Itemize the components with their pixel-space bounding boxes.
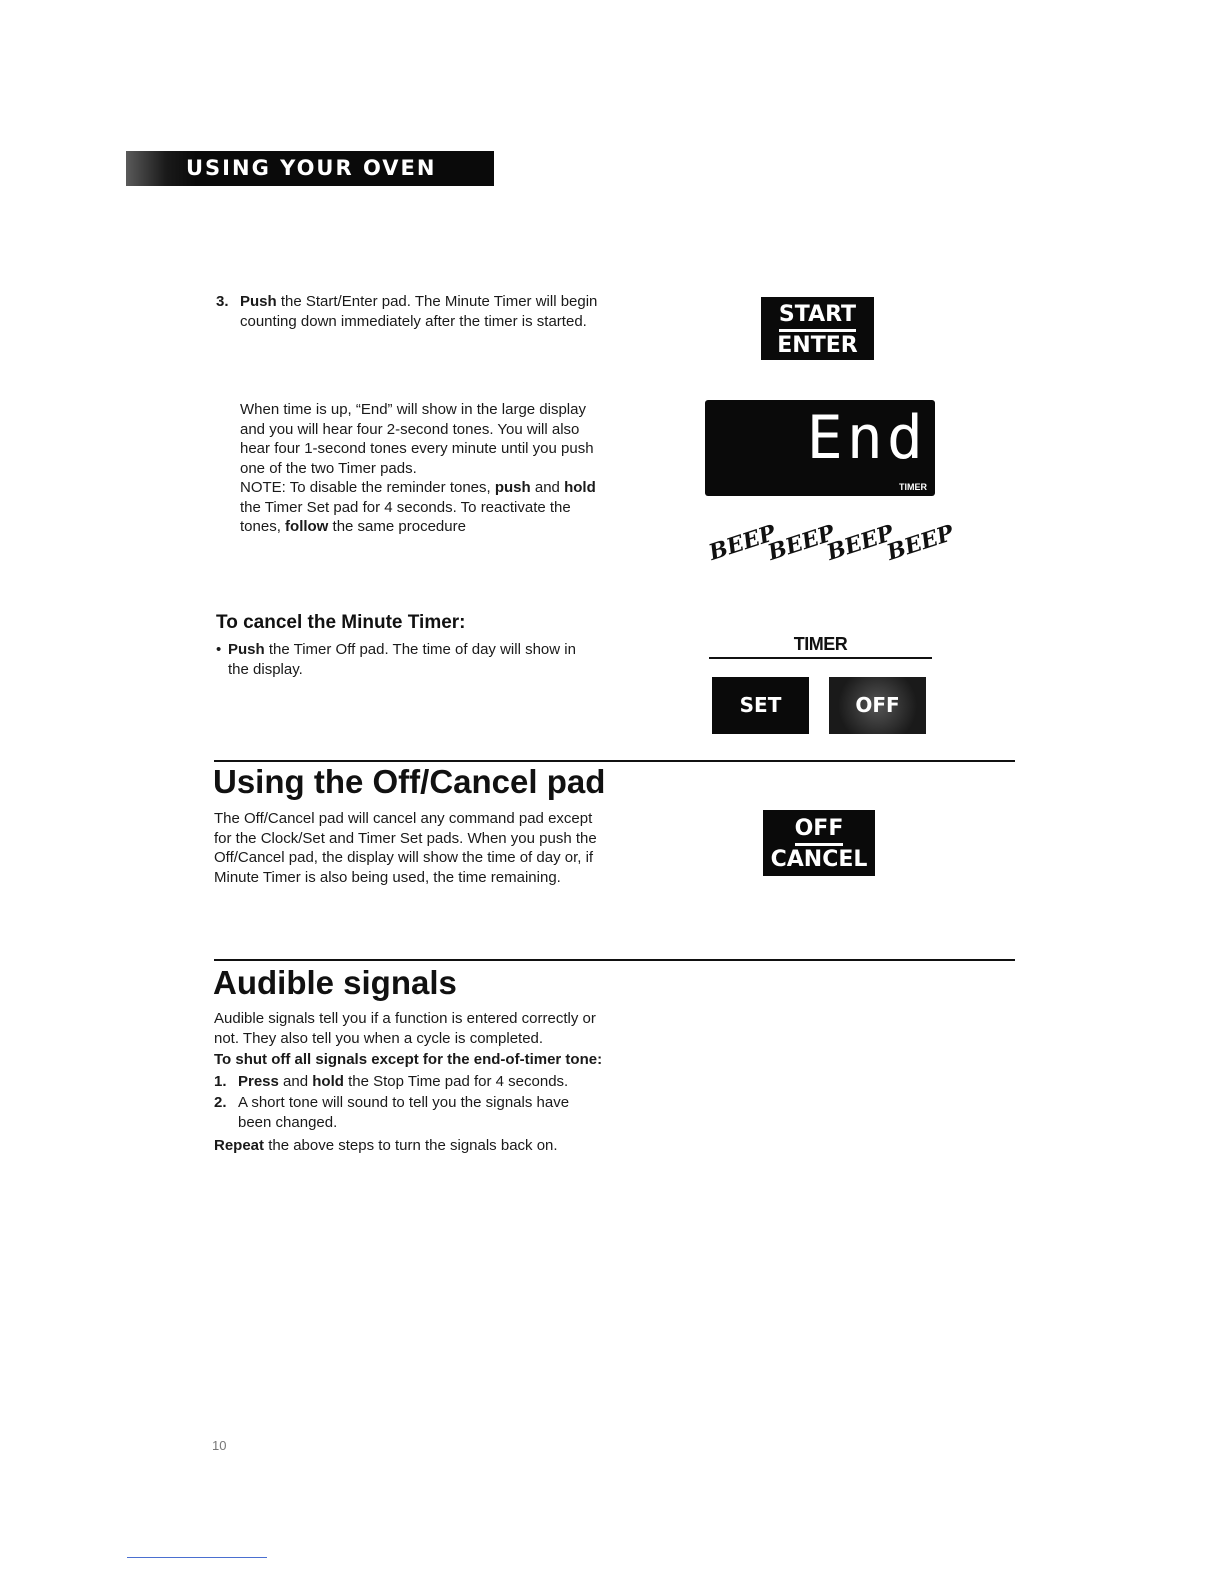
section-banner bbox=[126, 151, 494, 186]
end-description bbox=[240, 400, 602, 537]
display-value: End bbox=[806, 403, 927, 473]
note-paragraph: NOTE: To disable the reminder tones, push and hold the Timer Set pad for 4 seconds. To reactivate the tones, follow the same procedure bbox=[240, 479, 596, 535]
footer-line bbox=[127, 1557, 267, 1558]
audible-body bbox=[214, 1009, 604, 1156]
off-label: OFF bbox=[795, 815, 844, 846]
off-cancel-text: The Off/Cancel pad will cancel any command pad except for the Clock/Set and Timer Set pads. When you push the Off/Cancel pad, the display will show the time of day or, if Minute Timer is also being used, the time remaining. bbox=[214, 810, 597, 886]
timer-label-rule bbox=[709, 657, 932, 659]
beep-2: BEEP bbox=[764, 520, 839, 566]
audible-step-2 bbox=[214, 1093, 604, 1132]
cancel-label: CANCEL bbox=[770, 847, 868, 872]
cancel-text: Push the Timer Off pad. The time of day will show in the display. bbox=[228, 641, 576, 678]
beep-4: BEEP bbox=[883, 520, 958, 566]
audible-repeat: Repeat the above steps to turn the signals back on. bbox=[214, 1137, 558, 1154]
step-number: 2. bbox=[214, 1094, 227, 1111]
step-number: 3. bbox=[216, 293, 229, 310]
audible-intro: Audible signals tell you if a function is entered correctly or not. They also tell you when a cycle is completed. bbox=[214, 1010, 596, 1047]
step-3 bbox=[216, 292, 606, 331]
cancel-bullet-item bbox=[216, 640, 576, 679]
banner-title: USING YOUR OVEN bbox=[186, 156, 437, 180]
beep-3: BEEP bbox=[823, 520, 898, 566]
audible-step-2-text: A short tone will sound to tell you the signals have been changed. bbox=[238, 1094, 570, 1131]
audible-heading: Audible signals bbox=[213, 964, 457, 1001]
section-rule-2 bbox=[214, 959, 1015, 961]
audible-step-1-text: Press and hold the Stop Time pad for 4 seconds. bbox=[238, 1072, 569, 1090]
page-number: 10 bbox=[212, 1438, 227, 1453]
enter-label: ENTER bbox=[777, 333, 858, 358]
timer-off-pad: OFF bbox=[829, 677, 926, 734]
cancel-heading: To cancel the Minute Timer: bbox=[216, 612, 466, 633]
off-cancel-paragraph bbox=[214, 809, 604, 887]
end-paragraph: When time is up, “End” will show in the large display and you will hear four 2-second tones. You will also hear four 1-second tones every minute until you push one of the two Timer pads. bbox=[240, 401, 594, 477]
off-cancel-heading: Using the Off/Cancel pad bbox=[213, 763, 606, 800]
off-cancel-pad bbox=[763, 810, 875, 876]
timer-pads-label: TIMER bbox=[793, 634, 848, 654]
timer-display bbox=[705, 400, 935, 496]
audible-subhead: To shut off all signals except for the end-of-timer tone: bbox=[214, 1051, 603, 1068]
section-rule-1 bbox=[214, 760, 1015, 762]
step-number: 1. bbox=[214, 1072, 227, 1090]
timer-set-pad: SET bbox=[712, 677, 809, 734]
bullet: • bbox=[216, 641, 222, 658]
start-label: START bbox=[779, 301, 856, 332]
step-3-text: Push the Start/Enter pad. The Minute Timer will begin counting down immediately after the timer is started. bbox=[240, 293, 598, 330]
display-label: TIMER bbox=[899, 482, 927, 492]
audible-step-1 bbox=[214, 1072, 604, 1092]
start-enter-pad bbox=[761, 297, 874, 360]
beep-1: BEEP bbox=[705, 520, 780, 566]
